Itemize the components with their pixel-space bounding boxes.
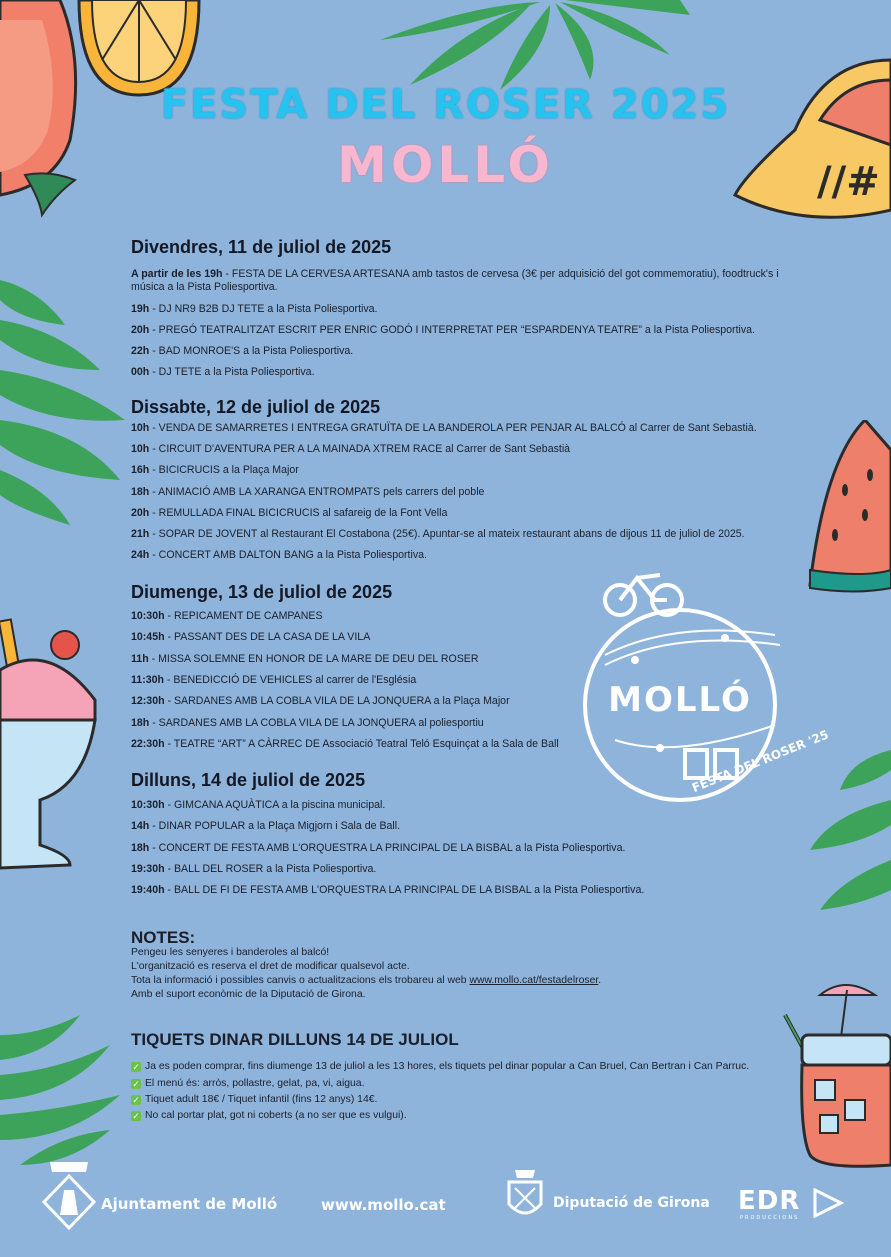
footer-website-link[interactable]: www.mollo.cat — [321, 1196, 446, 1214]
event-time: 22:30h — [131, 738, 165, 750]
event-time: 12:30h — [131, 695, 165, 707]
notes-line: Amb el suport econòmic de la Diputació de Girona. — [131, 989, 366, 1000]
event-time: 21h — [131, 528, 150, 540]
event-time: 10h — [131, 443, 150, 455]
ticket-item — [131, 1094, 377, 1105]
event-text: - DJ TETE a la Pista Poliesportiva. — [149, 366, 315, 378]
event-time: 10:30h — [131, 799, 165, 811]
badge-caption: FESTA DEL ROSER '25 — [690, 727, 831, 795]
event-text: - REMULLADA FINAL BICICRUCIS al safareig de la Font Vella — [149, 507, 448, 519]
event-text: - CONCERT DE FESTA AMB L'ORQUESTRA LA PRINCIPAL DE LA BISBAL a la Pista Poliesportiva. — [149, 842, 626, 854]
festa-website-link[interactable]: www.mollo.cat/festadelroser — [469, 975, 599, 986]
drink-jar-illustration — [780, 975, 891, 1175]
checkmark-icon: ✓ — [132, 1095, 140, 1105]
event-time: 11:30h — [131, 674, 164, 686]
event-text: - GIMCANA AQUÀTICA a la piscina municipal. — [164, 799, 386, 811]
event-item — [131, 528, 791, 541]
event-item — [131, 486, 791, 499]
event-item — [131, 422, 791, 435]
event-item — [131, 695, 791, 708]
event-time: 20h — [131, 507, 150, 519]
event-time: 18h — [131, 486, 150, 498]
ticket-item — [131, 1110, 407, 1121]
notes-line-text: Tota la informació i possibles canvis o actualitzacions els trobareu al web — [131, 975, 470, 986]
ajuntament-name: Ajuntament de Molló — [101, 1195, 278, 1213]
ticket-item-text: Tiquet adult 18€ / Tiquet infantil (fins 12 anys) 14€. — [145, 1094, 378, 1105]
notes-line: Pengeu les senyeres i banderoles al balcó! — [131, 947, 330, 958]
event-time: 19:30h — [131, 863, 165, 875]
page-title: FESTA DEL ROSER 2025 — [160, 82, 731, 128]
event-item — [131, 268, 791, 294]
palm-leaf-bottom-left-illustration — [0, 1015, 130, 1165]
palm-leaf-left-illustration — [0, 280, 130, 530]
ticket-item-text: Ja es poden comprar, fins diumenge 13 de juliol a les 13 hores, els tiquets pel dinar popular a Can Bruel, Can Bertran i Can Parruc. — [145, 1061, 750, 1072]
event-time: 11h — [131, 653, 149, 665]
checkmark-icon: ✓ — [132, 1111, 140, 1121]
notes-line-text: . — [598, 975, 602, 986]
event-text: - PREGÓ TEATRALITZAT ESCRIT PER ENRIC GODÓ I INTERPRETAT PER “ESPARDENYA TEATRE” a la Pista Poliesportiva. — [149, 324, 756, 336]
event-time: 19h — [131, 303, 150, 315]
event-text: - SARDANES AMB LA COBLA VILA DE LA JONQUERA al poliesportiu — [149, 717, 484, 729]
event-item — [131, 507, 791, 520]
event-item — [131, 345, 791, 358]
tickets-heading: TIQUETS DINAR DILLUNS 14 DE JULIOL — [131, 1030, 459, 1049]
event-text: - BAD MONROE'S a la Pista Poliesportiva. — [149, 345, 354, 357]
event-text: - BALL DE FI DE FESTA AMB L'ORQUESTRA LA PRINCIPAL DE LA BISBAL a la Pista Poliesportiva. — [164, 884, 645, 896]
event-text: - CIRCUIT D'AVENTURA PER A LA MAINADA XTREM RACE al Carrer de Sant Sebastià — [149, 443, 571, 455]
notes-line: L'organització es reserva el dret de modificar qualsevol acte. — [131, 961, 410, 972]
event-item — [131, 610, 791, 623]
day-2-heading: Dissabte, 12 de juliol de 2025 — [131, 397, 381, 417]
palm-leaf-top-illustration — [350, 0, 700, 90]
event-item — [131, 443, 791, 456]
notes-line — [131, 974, 731, 988]
event-text: - BICICRUCIS a la Plaça Major — [149, 464, 299, 476]
event-time: A partir de les 19h — [131, 268, 223, 280]
event-text: - SOPAR DE JOVENT al Restaurant El Costabona (25€). Apuntar-se al mateix restaurant abans de dijous 11 de juliol de 2025. — [149, 528, 745, 540]
event-item — [131, 884, 791, 897]
event-text: - BALL DEL ROSER a la Pista Poliesportiva. — [164, 863, 377, 875]
event-item — [131, 464, 791, 477]
event-text: - DINAR POPULAR a la Plaça Migjorn i Sala de Ball. — [149, 820, 401, 832]
event-item — [131, 717, 791, 730]
event-item — [131, 820, 791, 833]
event-text: - FESTA DE LA CERVESA ARTESANA amb tastos de cervesa (3€ per adquisició del got commemoratiu), foodtruck's i música a la Pista Poliesportiva. — [131, 268, 779, 293]
event-time: 18h — [131, 717, 150, 729]
event-text: - PASSANT DES DE LA CASA DE LA VILA — [164, 631, 371, 643]
diputacio-name: Diputació de Girona — [553, 1195, 710, 1211]
ticket-item-text: El menú és: arròs, pollastre, gelat, pa, vi, aigua. — [145, 1078, 365, 1089]
event-item — [131, 863, 791, 876]
event-item — [131, 842, 791, 855]
event-item — [131, 653, 791, 666]
event-item — [131, 674, 791, 687]
event-text: - VENDA DE SAMARRETES I ENTREGA GRATUÏTA DE LA BANDEROLA PER PENJAR AL BALCÓ al Carrer de Sant Sebastià. — [149, 422, 757, 434]
day-4-heading: Dilluns, 14 de juliol de 2025 — [131, 770, 366, 790]
event-time: 14h — [131, 820, 150, 832]
event-time: 18h — [131, 842, 150, 854]
event-time: 10h — [131, 422, 150, 434]
day-3-heading: Diumenge, 13 de juliol de 2025 — [131, 582, 393, 602]
event-text: - MISSA SOLEMNE EN HONOR DE LA MARE DE DEU DEL ROSER — [148, 653, 479, 665]
day-1-heading: Divendres, 11 de juliol de 2025 — [131, 237, 392, 257]
edr-subtitle: PRODUCCIONS — [740, 1215, 800, 1221]
event-time: 10:45h — [131, 631, 165, 643]
event-text: - TEATRE “ART” A CÀRREC DE Associació Teatral Teló Esquinçat a la Sala de Ball — [164, 738, 559, 750]
event-time: 10:30h — [131, 610, 165, 622]
event-text: - CONCERT AMB DALTON BANG a la Pista Poliesportiva. — [149, 549, 427, 561]
event-item — [131, 631, 791, 644]
event-text: - REPICAMENT DE CAMPANES — [164, 610, 323, 622]
diputacio-shield-icon — [505, 1168, 545, 1223]
event-time: 00h — [131, 366, 150, 378]
event-item — [131, 366, 791, 379]
event-text: - SARDANES AMB LA COBLA VILA DE LA JONQUERA a la Plaça Major — [164, 695, 510, 707]
edr-logo-text: EDR — [738, 1186, 801, 1216]
event-time: 22h — [131, 345, 150, 357]
ice-cream-cup-illustration — [0, 610, 100, 875]
event-time: 20h — [131, 324, 150, 336]
checkmark-icon: ✓ — [132, 1062, 140, 1072]
play-arrow-icon — [812, 1188, 844, 1218]
badge-name: MOLLÓ — [608, 680, 752, 720]
event-item — [131, 738, 791, 751]
watermelon-illustration — [805, 420, 891, 600]
event-time: 19:40h — [131, 884, 165, 896]
event-time: 24h — [131, 549, 150, 561]
ticket-item-text: No cal portar plat, got ni coberts (a no ser que es vulgui). — [145, 1110, 407, 1121]
event-text: - ANIMACIÓ AMB LA XARANGA ENTROMPATS pels carrers del poble — [149, 486, 485, 498]
event-item — [131, 303, 791, 316]
event-item — [131, 324, 791, 337]
event-time: 16h — [131, 464, 150, 476]
event-text: - DJ NR9 B2B DJ TETE a la Pista Poliesportiva. — [149, 303, 378, 315]
event-text: - BENEDICCIÓ DE VEHICLES al carrer de l'Església — [163, 674, 417, 686]
svg-text://#: //# — [817, 159, 880, 205]
notes-block — [131, 946, 731, 1002]
ajuntament-shield-icon — [42, 1160, 96, 1230]
checkmark-icon: ✓ — [132, 1079, 140, 1089]
event-item — [131, 799, 791, 812]
page-subtitle: MOLLÓ — [337, 136, 554, 194]
ticket-item — [131, 1078, 364, 1089]
ticket-item — [131, 1061, 749, 1072]
notes-heading: NOTES: — [131, 928, 196, 947]
event-item — [131, 549, 791, 562]
